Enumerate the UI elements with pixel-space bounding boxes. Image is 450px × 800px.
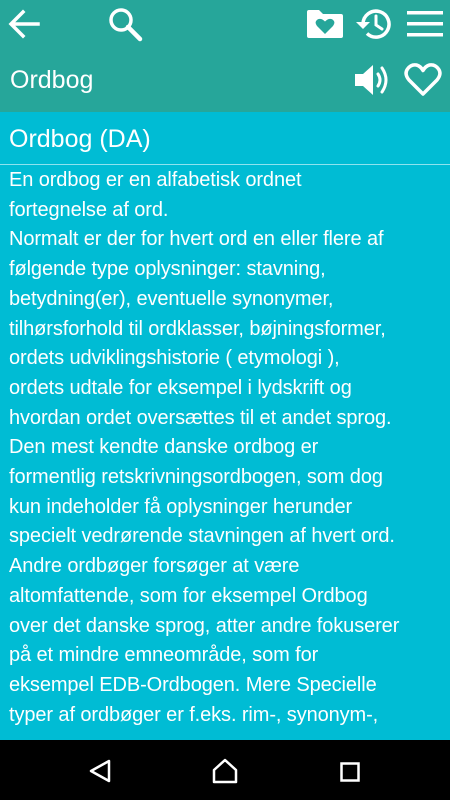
recents-icon[interactable] (340, 762, 360, 782)
toolbar (0, 0, 450, 112)
history-icon[interactable] (354, 5, 394, 43)
entry-definition: En ordbog er en alfabetisk ordnet fortegnelse af ord. Normalt er der for hvert ord en eller flere af følgende type oplysninger: stavning, betydning(er), eventuelle synonymer, tilhørsforhold til ordklasser, bøjningsformer, ordets udviklingshistorie ( etymologi ), ordets udtale for eksempel i lydskrift og hvordan ordet oversættes til et andet sprog. Den mest kendte danske ordbog er formentlig retskrivningsordbogen, som dog kun indeholder få oplysninger herunder specielt vedrørende stavningen af hvert ord. Andre ordbøger forsøger at være altomfattende, som for eksempel Ordbog over det danske sprog, atter andre fokuserer på et mindre emneområde, som for eksempel EDB-Ordbogen. Mere Specielle typer af ordbøger er f.eks. rim-, synonym-, (9, 169, 400, 726)
favorites-folder-icon[interactable] (305, 8, 345, 40)
system-navigation-bar (0, 740, 450, 800)
speaker-icon[interactable] (353, 61, 393, 99)
title-row (0, 56, 450, 104)
back-triangle-icon[interactable] (88, 759, 112, 783)
back-arrow-icon[interactable] (7, 8, 41, 40)
title-divider (0, 164, 450, 165)
dictionary-entry (0, 112, 450, 740)
app-title: Ordbog (10, 66, 94, 94)
top-action-row (0, 0, 450, 48)
menu-icon[interactable] (407, 11, 443, 37)
entry-title: Ordbog (DA) (9, 125, 151, 153)
search-icon[interactable] (107, 6, 143, 42)
home-icon[interactable] (212, 758, 238, 784)
heart-icon[interactable] (403, 62, 443, 98)
